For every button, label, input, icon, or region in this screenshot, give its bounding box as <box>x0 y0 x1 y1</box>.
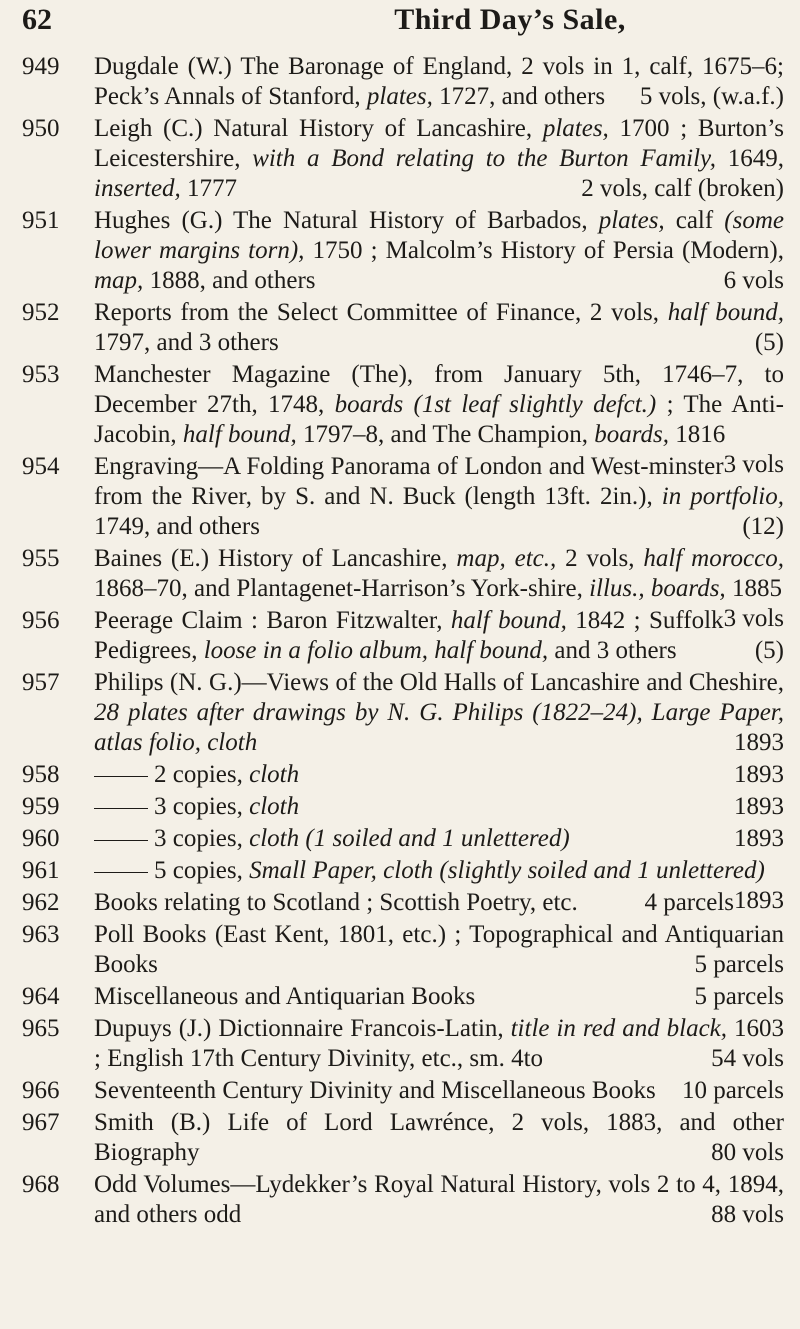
lot-number: 967 <box>22 1109 60 1136</box>
lot-text: 1797–8, and The Champion, <box>296 421 595 448</box>
lot-text: 2 vols, <box>556 545 644 572</box>
lot-italic-text: 28 plates after drawings by N. G. Philips (1822–24), Large Paper, atlas folio, cloth <box>94 699 784 756</box>
lot-text: 1797, and 3 others <box>94 329 279 356</box>
lot-entry <box>0 982 800 1012</box>
lot-entry <box>0 298 800 358</box>
lot-text: 1868–70, and Plantagenet-Harrison’s York-shire, <box>94 575 590 602</box>
lot-italic-text: cloth <box>249 793 300 820</box>
lot-entry <box>0 1170 800 1230</box>
lot-text: Manchester Magazine (The), from January 5th, 1746–7, to December 27th, 1748, <box>94 361 784 418</box>
lot-text: 2 copies, <box>154 761 250 788</box>
lot-entry <box>0 760 800 790</box>
lot-list <box>0 52 800 1232</box>
lot-number: 960 <box>22 825 60 852</box>
lot-entry <box>0 1108 800 1168</box>
lot-entry <box>0 52 800 112</box>
lot-description <box>94 298 784 358</box>
lot-italic-text: boards, <box>594 421 669 448</box>
page-header <box>0 3 800 39</box>
lot-quantity: 1893 <box>734 793 784 820</box>
lot-quantity: 1893 <box>734 729 784 756</box>
page-number: 62 <box>22 3 52 36</box>
lot-quantity: 10 parcels <box>681 1077 784 1104</box>
lot-description <box>94 206 784 296</box>
lot-text: calf <box>664 207 725 234</box>
lot-italic-text: plates, <box>598 207 665 234</box>
lot-number: 956 <box>22 607 60 634</box>
lot-quantity: 3 vols <box>723 451 784 478</box>
lot-description <box>94 668 784 758</box>
lot-italic-text: plates, <box>542 115 609 142</box>
lot-quantity: 4 parcels <box>644 889 734 916</box>
lot-number: 965 <box>22 1015 60 1042</box>
lot-description <box>94 888 784 918</box>
lot-italic-text: cloth <box>249 761 300 788</box>
lot-italic-text: title in red and black, <box>510 1015 728 1042</box>
lot-italic-text: inserted, <box>94 175 181 202</box>
lot-quantity: 5 parcels <box>694 951 784 978</box>
lot-entry <box>0 1076 800 1106</box>
lot-description <box>94 606 784 666</box>
lot-text: 1749, and others <box>94 513 260 540</box>
lot-entry <box>0 206 800 296</box>
lot-quantity: 5 vols, (w.a.f.) <box>639 83 784 110</box>
lot-number: 963 <box>22 921 60 948</box>
ditto-dash <box>94 872 148 873</box>
lot-italic-text: with a Bond relating to the Burton Family, <box>252 145 717 172</box>
lot-quantity: (5) <box>754 329 784 356</box>
lot-quantity: 80 vols <box>711 1139 784 1166</box>
lot-description <box>94 1108 784 1168</box>
lot-entry <box>0 1014 800 1074</box>
lot-description <box>94 114 784 204</box>
lot-number: 953 <box>22 361 60 388</box>
lot-entry <box>0 668 800 758</box>
lot-number: 954 <box>22 453 60 480</box>
lot-text: 1816 <box>669 421 726 448</box>
lot-text: Engraving—A Folding Panorama of London and West-minster from the River, by S. and N. Buck (length 13ft. 2in.), <box>94 453 724 510</box>
lot-number: 949 <box>22 53 60 80</box>
lot-text: Seventeenth Century Divinity and Miscellaneous Books <box>94 1077 656 1104</box>
lot-italic-text: plates, <box>366 83 433 110</box>
lot-text: 1888, and others <box>143 267 316 294</box>
ditto-dash <box>94 808 148 809</box>
lot-text: Reports from the Select Committee of Finance, 2 vols, <box>94 299 668 326</box>
lot-description <box>94 824 784 854</box>
lot-quantity: 1893 <box>734 825 784 852</box>
lot-text: Dugdale (W.) The Baronage of England, 2 vols in 1, calf, 1675–6; Peck’s Annals of Stanford, <box>94 53 784 110</box>
lot-number: 968 <box>22 1171 60 1198</box>
lot-description <box>94 1014 784 1074</box>
lot-text: 1777 <box>180 175 238 202</box>
lot-text: ; The Anti-Jacobin, <box>94 391 784 448</box>
lot-text: 1727, and others <box>432 83 606 110</box>
lot-quantity: 54 vols <box>711 1045 784 1072</box>
lot-text: 1885 <box>725 575 782 602</box>
lot-quantity: 1893 <box>734 887 784 914</box>
lot-italic-text: (some lower margins torn), <box>94 207 784 264</box>
lot-number: 950 <box>22 115 60 142</box>
lot-description <box>94 982 784 1012</box>
lot-italic-text: loose in a folio album, half bound, <box>203 637 549 664</box>
lot-entry <box>0 606 800 666</box>
lot-description <box>94 52 784 112</box>
ditto-dash <box>94 840 148 841</box>
lot-number: 955 <box>22 545 60 572</box>
lot-number: 966 <box>22 1077 60 1104</box>
lot-text: 1842 ; Suffolk Pedigrees, <box>94 607 724 664</box>
lot-description <box>94 360 784 478</box>
lot-italic-text: half bound, <box>450 607 567 634</box>
lot-text: Smith (B.) Life of Lord Lawrénce, 2 vols, 1883, and other Biography <box>94 1109 784 1166</box>
lot-italic-text: boards (1st leaf slightly defct.) <box>334 391 657 418</box>
lot-quantity: (12) <box>742 513 784 540</box>
lot-description <box>94 920 784 980</box>
running-title: Third Day’s Sale, <box>394 3 626 36</box>
lot-italic-text: half bound, <box>182 421 297 448</box>
lot-description <box>94 792 784 822</box>
lot-text: Leigh (C.) Natural History of Lancashire, <box>94 115 543 142</box>
lot-number: 961 <box>22 857 60 884</box>
lot-text: Baines (E.) History of Lancashire, <box>94 545 457 572</box>
lot-text: and 3 others <box>548 637 677 664</box>
lot-text: Odd Volumes—Lydekker’s Royal Natural History, vols 2 to 4, 1894, and others odd <box>94 1171 784 1228</box>
lot-number: 952 <box>22 299 60 326</box>
lot-text: 1700 ; Burton’s Leicestershire, <box>94 115 784 172</box>
lot-entry <box>0 114 800 204</box>
lot-number: 957 <box>22 669 60 696</box>
lot-italic-text: Small Paper, cloth (slightly soiled and 1 unlettered) <box>249 857 765 884</box>
lot-quantity: 1893 <box>734 761 784 788</box>
lot-number: 959 <box>22 793 60 820</box>
lot-description <box>94 1076 784 1106</box>
lot-quantity: 88 vols <box>711 1201 784 1228</box>
lot-quantity: 2 vols, calf (broken) <box>581 175 784 202</box>
lot-text: Peerage Claim : Baron Fitzwalter, <box>94 607 451 634</box>
lot-entry <box>0 792 800 822</box>
lot-description <box>94 452 784 542</box>
lot-italic-text: cloth (1 soiled and 1 unlettered) <box>249 825 570 852</box>
lot-italic-text: half bound, <box>667 299 784 326</box>
lot-quantity: 5 parcels <box>694 983 784 1010</box>
lot-text: Philips (N. G.)—Views of the Old Halls of Lancashire and Cheshire, <box>94 669 784 696</box>
lot-italic-text: illus., boards, <box>589 575 726 602</box>
lot-number: 958 <box>22 761 60 788</box>
lot-entry <box>0 920 800 980</box>
lot-text: Poll Books (East Kent, 1801, etc.) ; Topographical and Antiquarian Books <box>94 921 784 978</box>
lot-text: 1649, <box>716 145 784 172</box>
lot-quantity: 3 vols <box>723 605 784 632</box>
lot-text: Dupuys (J.) Dictionnaire Francois-Latin, <box>94 1015 511 1042</box>
lot-text: Books relating to Scotland ; Scottish Poetry, etc. <box>94 889 578 916</box>
lot-quantity: 6 vols <box>723 267 784 294</box>
lot-description <box>94 1170 784 1230</box>
lot-quantity: (5) <box>754 637 784 664</box>
lot-text: 1603 ; English 17th Century Divinity, etc., sm. 4to <box>94 1015 784 1072</box>
lot-text: 3 copies, <box>154 793 250 820</box>
lot-entry <box>0 888 800 918</box>
lot-number: 962 <box>22 889 60 916</box>
lot-text: 3 copies, <box>154 825 250 852</box>
lot-text: Miscellaneous and Antiquarian Books <box>94 983 476 1010</box>
lot-italic-text: map, <box>94 267 144 294</box>
lot-number: 951 <box>22 207 60 234</box>
lot-entry <box>0 452 800 542</box>
lot-description <box>94 760 784 790</box>
ditto-dash <box>94 776 148 777</box>
lot-italic-text: in portfolio, <box>661 483 784 510</box>
lot-italic-text: half morocco, <box>643 545 784 572</box>
lot-number: 964 <box>22 983 60 1010</box>
lot-entry <box>0 824 800 854</box>
lot-text: 1750 ; Malcolm’s History of Persia (Modern), <box>304 237 784 264</box>
lot-italic-text: map, etc., <box>456 545 557 572</box>
lot-text: 5 copies, <box>154 857 250 884</box>
lot-text: Hughes (G.) The Natural History of Barbados, <box>94 207 599 234</box>
